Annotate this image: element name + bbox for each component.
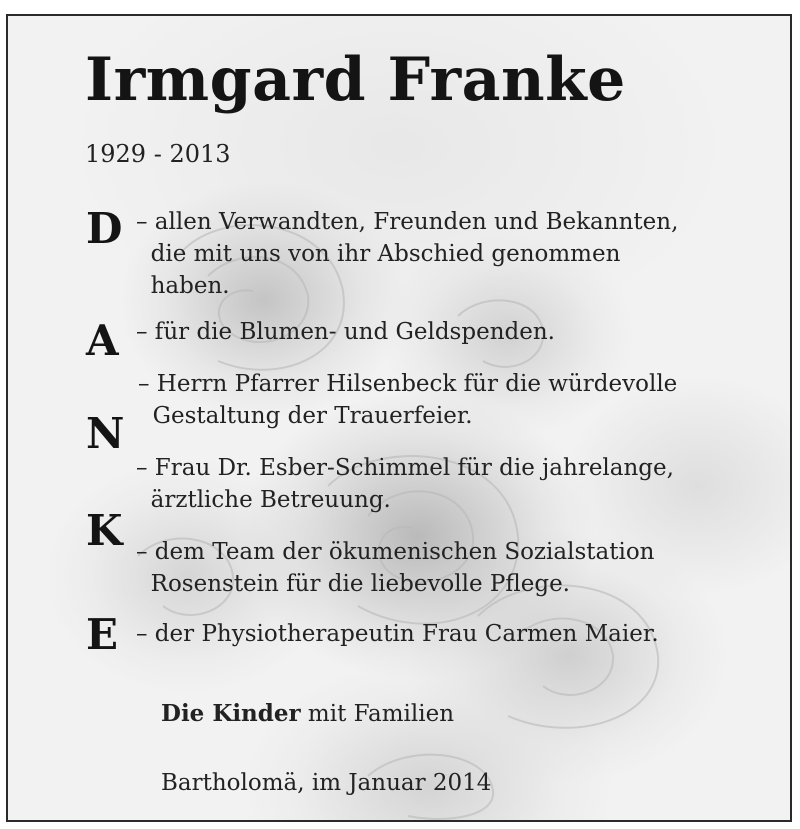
deceased-name: Irmgard Franke <box>85 45 626 115</box>
thanks-entry-doctor <box>136 452 674 516</box>
thanks-entry-donations <box>136 316 555 348</box>
thanks-entry-care-station <box>136 536 655 600</box>
thanks-entry-relatives <box>136 206 678 302</box>
life-years: 1929 - 2013 <box>85 140 231 168</box>
entry-line: – der Physiotherapeutin Frau Carmen Maier. <box>136 621 659 647</box>
danke-letter-a: A <box>86 316 119 365</box>
thanks-entry-physiotherapist <box>136 618 659 650</box>
entry-line: ärztliche Betreuung. <box>136 487 391 513</box>
entry-line: – allen Verwandten, Freunden und Bekannten, <box>136 209 679 235</box>
entry-line: Gestaltung der Trauerfeier. <box>138 403 473 429</box>
danke-letter-d: D <box>86 204 123 253</box>
danke-letter-e: E <box>86 610 119 659</box>
danke-letter-k: K <box>86 506 123 555</box>
entry-line: – Herrn Pfarrer Hilsenbeck für die würdevolle <box>138 371 678 397</box>
entry-line: – Frau Dr. Esber-Schimmel für die jahrelange, <box>136 455 674 481</box>
danke-letter-n: N <box>86 409 125 458</box>
entry-line: die mit uns von ihr Abschied genommen <box>136 241 621 267</box>
obituary-notice <box>6 14 792 822</box>
signature-rest: mit Familien <box>300 701 455 727</box>
thanks-entry-pastor <box>138 368 677 432</box>
signature-bold: Die Kinder <box>161 700 301 727</box>
entry-line: haben. <box>136 273 230 299</box>
entry-line: Rosenstein für die liebevolle Pflege. <box>136 571 570 597</box>
place-date: Bartholomä, im Januar 2014 <box>161 770 492 796</box>
signature <box>161 700 454 727</box>
entry-line: – dem Team der ökumenischen Sozialstation <box>136 539 655 565</box>
entry-line: – für die Blumen- und Geldspenden. <box>136 319 555 345</box>
